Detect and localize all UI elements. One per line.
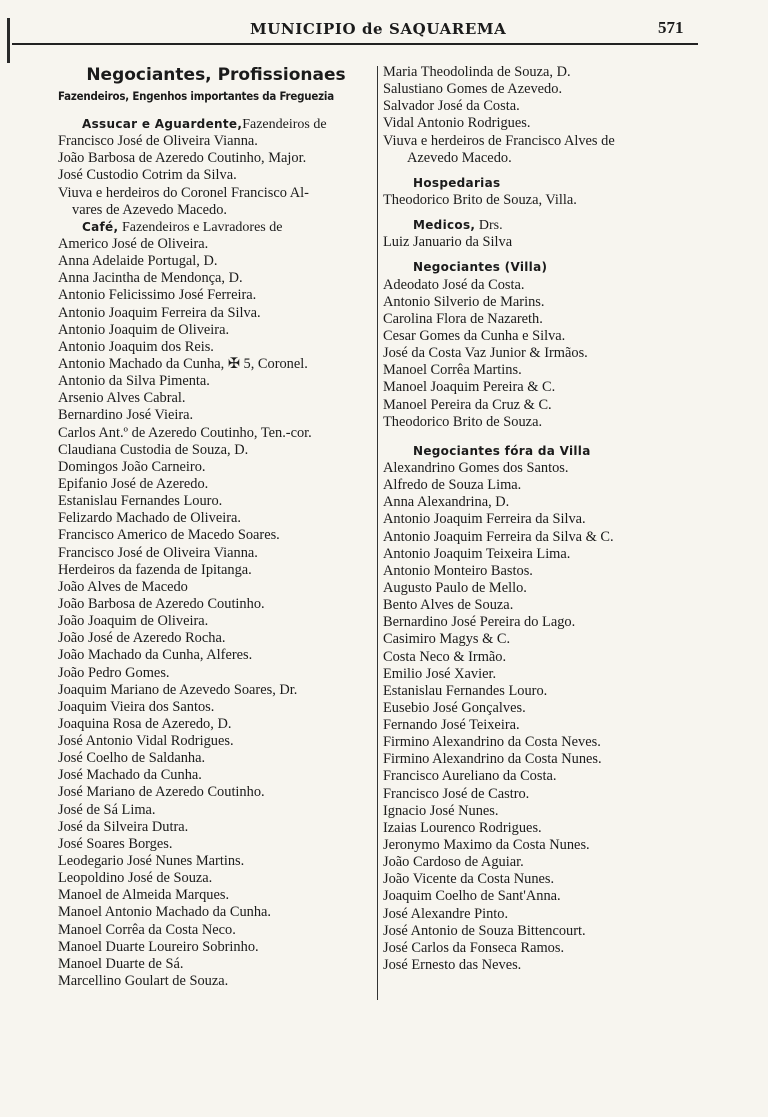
list-item: Bernardino José Vieira.: [58, 407, 194, 424]
category-description: Fazendeiros e Lavradores de: [121, 219, 283, 235]
category-cafe-heading: [58, 219, 374, 236]
list-item: Ignacio José Nunes.: [383, 802, 499, 819]
list-item: Antonio Machado da Cunha, ✠ 5, Coronel.: [58, 355, 308, 372]
spacer: [58, 108, 374, 116]
list-item: Antonio da Silva Pimenta.: [58, 373, 210, 390]
list-item: Anna Jacintha de Mendonça, D.: [58, 270, 243, 287]
list-item: Antonio Joaquim Ferreira da Silva.: [58, 304, 261, 321]
heading-label: Negociantes fóra da Villa: [413, 443, 591, 458]
heading-label: Hospedarias: [413, 175, 501, 190]
list-item: Theodorico Brito de Souza.: [383, 413, 543, 430]
list-item: José de Sá Lima.: [58, 801, 156, 818]
list-item: Carlos Ant.º de Azeredo Coutinho, Ten.-cor.: [58, 424, 312, 441]
list-item: Jeronymo Maximo da Costa Nunes.: [383, 837, 590, 854]
list-item: Leopoldino José de Souza.: [58, 870, 213, 887]
header-rule: [12, 43, 698, 45]
list-item: Francisco Aureliano da Costa.: [383, 768, 557, 785]
list-item: Antonio Silverio de Marins.: [383, 293, 545, 310]
fora-list: [383, 460, 701, 974]
list-item: José Alexandre Pinto.: [383, 905, 509, 922]
list-item: José Coelho de Saldanha.: [58, 750, 206, 767]
list-item: João Barbosa de Azeredo Coutinho.: [58, 595, 265, 612]
category-label: Café,: [82, 219, 119, 234]
negociantes-villa-heading: [383, 259, 701, 276]
list-item: João Cardoso de Aguiar.: [383, 854, 524, 871]
section-subtitle: Fazendeiros, Engenhos importantes da Freguezia: [58, 89, 334, 103]
list-item: Francisco José de Oliveira Vianna.: [58, 544, 258, 561]
left-column: [58, 64, 374, 990]
list-item: Fernando José Teixeira.: [383, 717, 520, 734]
page-number: 571: [658, 18, 684, 37]
list-item: Eusebio José Gonçalves.: [383, 699, 526, 716]
list-item: Viuva e herdeiros de Francisco Alves de: [383, 132, 615, 149]
category-label: Assucar e Aguardente,: [82, 117, 243, 131]
list-item: Felizardo Machado de Oliveira.: [58, 510, 242, 527]
category-description: Fazendeiros de: [242, 117, 327, 132]
list-item: Antonio Felicissimo José Ferreira.: [58, 287, 257, 304]
assucar-list: [58, 133, 374, 219]
list-item: Estanislau Fernandes Louro.: [383, 682, 548, 699]
list-item: João Pedro Gomes.: [58, 664, 170, 681]
list-item: José da Silveira Dutra.: [58, 818, 189, 835]
list-item: José Custodio Cotrim da Silva.: [58, 167, 237, 184]
list-item: Leodegario José Nunes Martins.: [58, 853, 245, 870]
villa-list: [383, 277, 701, 431]
list-item: Antonio Joaquim dos Reis.: [58, 338, 214, 355]
list-item: Azevedo Macedo.: [407, 149, 512, 166]
list-item: Marcellino Goulart de Souza.: [58, 973, 229, 990]
list-item: Manoel Duarte de Sá.: [58, 955, 184, 972]
list-item: José Carlos da Fonseca Ramos.: [383, 939, 565, 956]
list-item: Manoel de Almeida Marques.: [58, 887, 230, 904]
list-item: Firmino Alexandrino da Costa Neves.: [383, 734, 601, 751]
list-item: Joaquina Rosa de Azeredo, D.: [58, 715, 232, 732]
list-item: José Soares Borges.: [58, 835, 173, 852]
list-item: Joaquim Vieira dos Santos.: [58, 698, 215, 715]
spacer: [383, 431, 701, 443]
list-item: Augusto Paulo de Mello.: [383, 579, 527, 596]
medicos-heading: [383, 217, 701, 234]
list-item: Viuva e herdeiros do Coronel Francisco Al-: [58, 184, 309, 201]
list-item: João Barbosa de Azeredo Coutinho, Major.: [58, 150, 307, 167]
list-item: Americo José de Oliveira.: [58, 235, 209, 252]
continued-list: [383, 64, 701, 167]
negociantes-fora-heading: [383, 443, 701, 460]
list-item: Manoel Joaquim Pereira & C.: [383, 379, 556, 396]
hospedarias-heading: [383, 175, 701, 192]
list-item: Antonio Monteiro Bastos.: [383, 562, 533, 579]
list-item: Francisco José de Castro.: [383, 785, 530, 802]
list-item: Epifanio José de Azeredo.: [58, 475, 209, 492]
spacer: [383, 167, 701, 175]
list-item: Theodorico Brito de Souza, Villa.: [383, 191, 577, 208]
list-item: Manoel Pereira da Cruz & C.: [383, 396, 552, 413]
list-item: Estanislau Fernandes Louro.: [58, 493, 223, 510]
list-item: Manoel Corrêa Martins.: [383, 362, 522, 379]
cafe-list: [58, 236, 374, 990]
list-item: Costa Neco & Irmão.: [383, 648, 507, 665]
spacer: [383, 209, 701, 217]
list-item: João Joaquim de Oliveira.: [58, 613, 209, 630]
section-title: Negociantes, Profissionaes: [86, 65, 346, 85]
list-item: Manoel Corrêa da Costa Neco.: [58, 921, 236, 938]
list-item: Antonio Joaquim de Oliveira.: [58, 321, 230, 338]
list-item: Antonio Joaquim Ferreira da Silva & C.: [383, 528, 614, 545]
list-item: Casimiro Magys & C.: [383, 631, 511, 648]
list-item: José da Costa Vaz Junior & Irmãos.: [383, 345, 588, 362]
list-item: Vidal Antonio Rodrigues.: [383, 115, 531, 132]
heading-label: Medicos,: [413, 218, 476, 233]
list-item: João Alves de Macedo: [58, 578, 188, 595]
list-item: Antonio Joaquim Ferreira da Silva.: [383, 511, 586, 528]
list-item: Alfredo de Souza Lima.: [383, 477, 522, 494]
list-item: José Antonio Vidal Rodrigues.: [58, 733, 234, 750]
list-item: Izaias Lourenco Rodrigues.: [383, 819, 542, 836]
list-item: Alexandrino Gomes dos Santos.: [383, 459, 569, 476]
list-item: José Mariano de Azeredo Coutinho.: [58, 784, 265, 801]
list-item: Anna Adelaide Portugal, D.: [58, 253, 218, 270]
list-item: vares de Azevedo Macedo.: [72, 201, 228, 218]
list-item: Joaquim Coelho de Sant'Anna.: [383, 888, 561, 905]
list-item: Firmino Alexandrino da Costa Nunes.: [383, 751, 602, 768]
list-item: Claudiana Custodia de Souza, D.: [58, 441, 249, 458]
list-item: João Machado da Cunha, Alferes.: [58, 647, 253, 664]
heading-label: Negociantes (Villa): [413, 260, 548, 275]
running-title: MUNICIPIO de SAQUAREMA: [250, 20, 507, 38]
list-item: Arsenio Alves Cabral.: [58, 390, 186, 407]
page-header: [0, 14, 768, 40]
heading-suffix: Drs.: [478, 218, 503, 234]
list-item: João Vicente da Costa Nunes.: [383, 871, 555, 888]
list-item: José Ernesto das Neves.: [383, 957, 522, 974]
list-item: Maria Theodolinda de Souza, D.: [383, 64, 571, 80]
list-item: Bento Alves de Souza.: [383, 597, 514, 614]
list-item: Domingos João Carneiro.: [58, 458, 206, 475]
list-item: Cesar Gomes da Cunha e Silva.: [383, 327, 566, 344]
category-assucar-heading: [58, 116, 374, 133]
list-item: Joaquim Mariano de Azevedo Soares, Dr.: [58, 681, 298, 698]
list-item: Carolina Flora de Nazareth.: [383, 310, 543, 327]
list-item: Antonio Joaquim Teixeira Lima.: [383, 545, 571, 562]
list-item: João José de Azeredo Rocha.: [58, 630, 226, 647]
list-item: Anna Alexandrina, D.: [383, 494, 510, 511]
list-item: José Antonio de Souza Bittencourt.: [383, 922, 586, 939]
list-item: José Machado da Cunha.: [58, 767, 202, 784]
list-item: Manoel Antonio Machado da Cunha.: [58, 904, 272, 921]
list-item: Francisco Americo de Macedo Soares.: [58, 527, 280, 544]
list-item: Manoel Duarte Loureiro Sobrinho.: [58, 938, 259, 955]
list-item: Bernardino José Pereira do Lago.: [383, 614, 576, 631]
list-item: Francisco José de Oliveira Vianna.: [58, 133, 258, 150]
spacer: [383, 251, 701, 259]
right-column: [383, 64, 701, 974]
list-item: Adeodato José da Costa.: [383, 276, 525, 293]
list-item: Emilio José Xavier.: [383, 665, 497, 682]
list-item: Herdeiros da fazenda de Ipitanga.: [58, 561, 252, 578]
list-item: Salustiano Gomes de Azevedo.: [383, 81, 563, 98]
list-item: Luiz Januario da Silva: [383, 234, 513, 251]
list-item: Salvador José da Costa.: [383, 98, 520, 115]
column-divider: [377, 66, 378, 1000]
